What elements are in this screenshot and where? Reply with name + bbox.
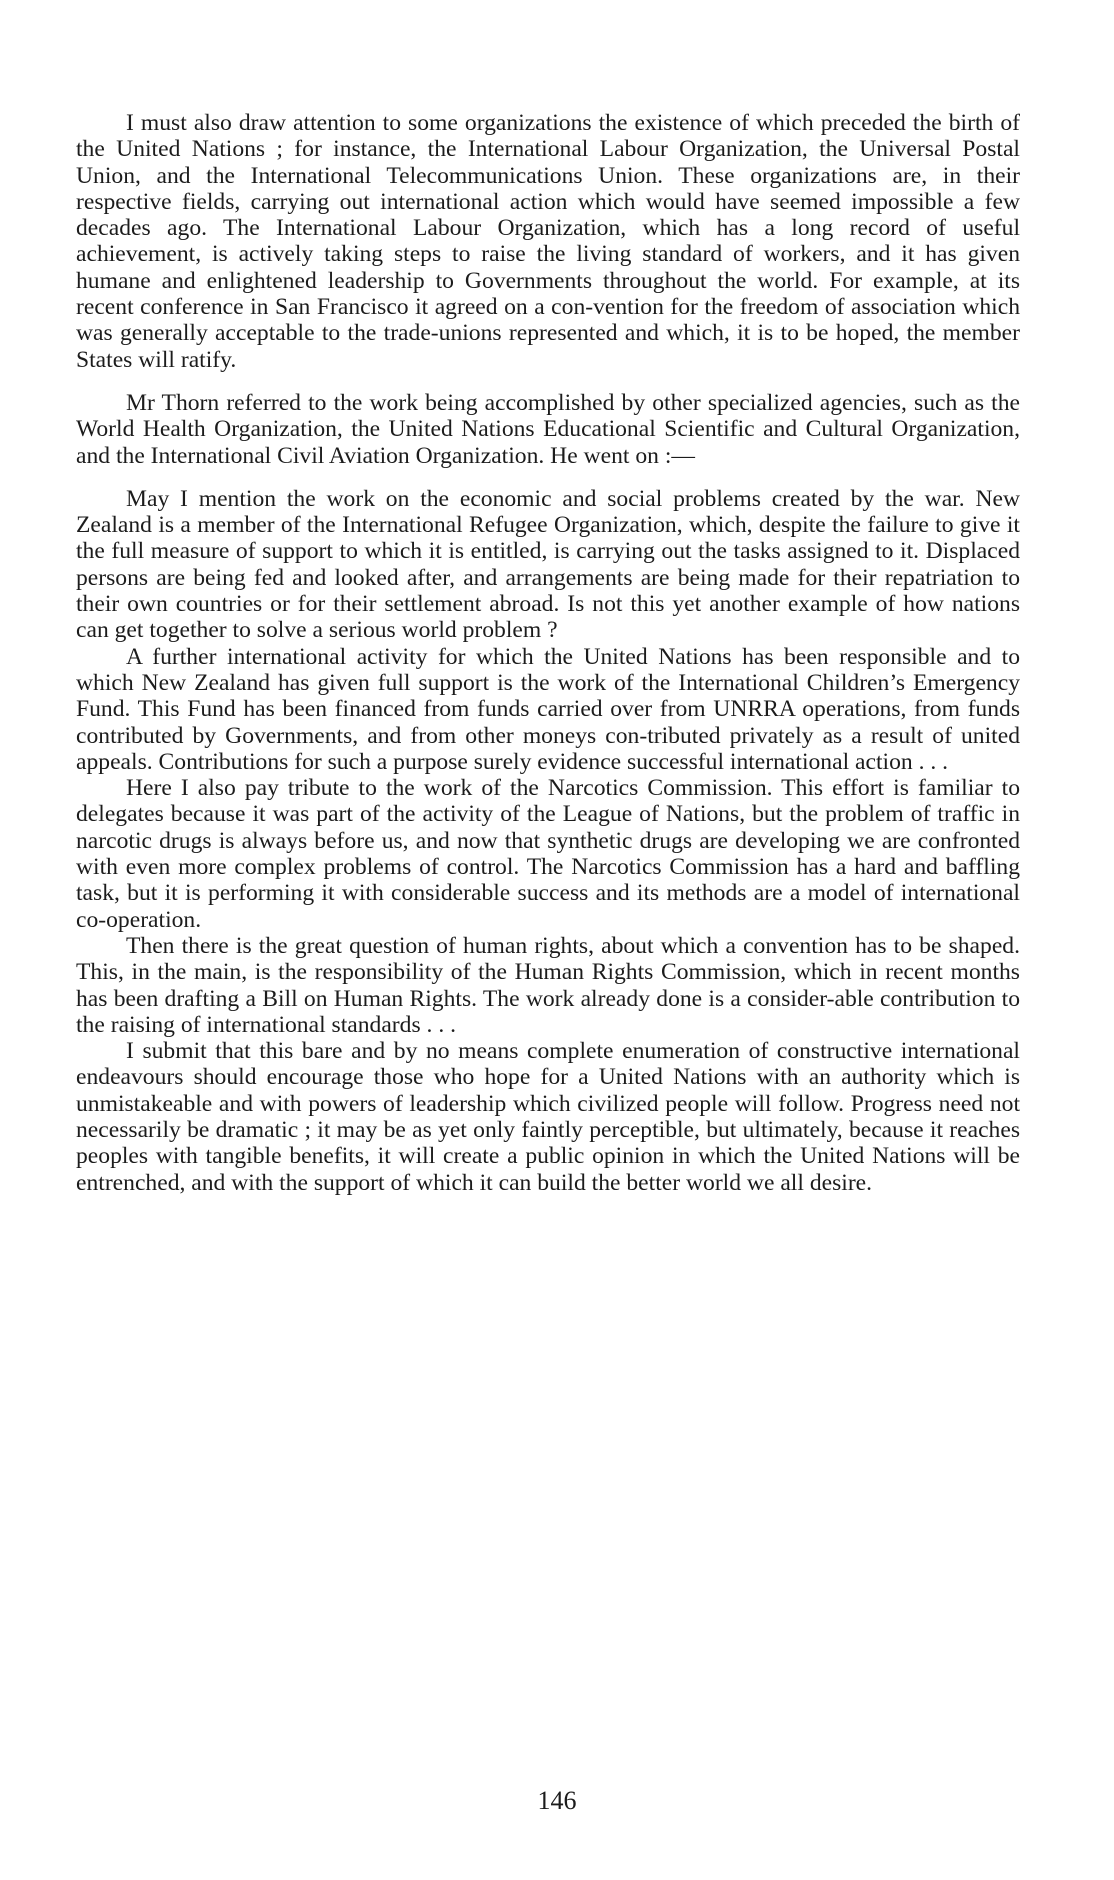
paragraph-narcotics-commission: Here I also pay tribute to the work of the Narcotics Commission. This effort is familiar to delegates because it was part of the activity of the League of Nations, but the problem of traffic in narcotic drugs is always before us, and now that synthetic drugs are developing we are confronted with even more complex problems of control. The Narcotics Commission has a hard and baffling task, but it is performing it with considerable success and its methods are a model of international co-operation.	[76, 775, 1020, 933]
paragraph-labour-organizations: I must also draw attention to some organizations the existence of which preceded the birth of the United Nations ; for instance, the International Labour Organization, the Universal Postal Union, and the International Telecommunications Union. These organizations are, in their respective fields, carrying out international action which would have seemed impossible a few decades ago. The International Labour Organization, which has a long record of useful achievement, is actively taking steps to raise the living standard of workers, and it has given humane and enlightened leadership to Governments throughout the world. For example, at its recent conference in San Francisco it agreed on a con-vention for the freedom of association which was generally acceptable to the trade-unions represented and which, it is to be hoped, the member States will ratify.	[76, 110, 1020, 373]
page-number: 146	[537, 1786, 577, 1815]
paragraph-childrens-fund: A further international activity for which the United Nations has been responsible and to which New Zealand has given full support is the work of the International Children’s Emergency Fund. This Fund has been financed from funds carried over from UNRRA operations, from funds contributed by Governments, and from other moneys con-tributed privately as a result of united appeals. Contributions for such a purpose surely evidence successful international action . . .	[76, 643, 1020, 775]
paragraph-specialized-agencies: Mr Thorn referred to the work being accomplished by other specialized agencies, such as the World Health Organization, the United Nations Educational Scientific and Cultural Organization, and the International Civil Aviation Organization. He went on :—	[76, 389, 1020, 469]
paragraph-refugee-organization: May I mention the work on the economic and social problems created by the war. New Zealand is a member of the International Refugee Organization, which, despite the failure to give it the full measure of support to which it is entitled, is carrying out the tasks assigned to it. Displaced persons are being fed and looked after, and arrangements are being made for their repatriation to their own countries or for their settlement abroad. Is not this yet another example of how nations can get together to solve a serious world problem ?	[76, 485, 1020, 644]
paragraph-conclusion: I submit that this bare and by no means complete enumeration of constructive international endeavours should encourage those who hope for a United Nations with an authority which is unmistakeable and with powers of leadership which civilized people will follow. Progress need not necessarily be dramatic ; it may be as yet only faintly perceptible, but ultimately, because it reaches peoples with tangible benefits, it will create a public opinion in which the United Nations will be entrenched, and with the support of which it can build the better world we all desire.	[76, 1038, 1020, 1196]
paragraph-human-rights: Then there is the great question of human rights, about which a convention has to be shaped. This, in the main, is the responsibility of the Human Rights Commission, which in recent months has been drafting a Bill on Human Rights. The work already done is a consider-able contribution to the raising of international standards . . .	[76, 932, 1020, 1038]
page-body	[76, 110, 1020, 1196]
